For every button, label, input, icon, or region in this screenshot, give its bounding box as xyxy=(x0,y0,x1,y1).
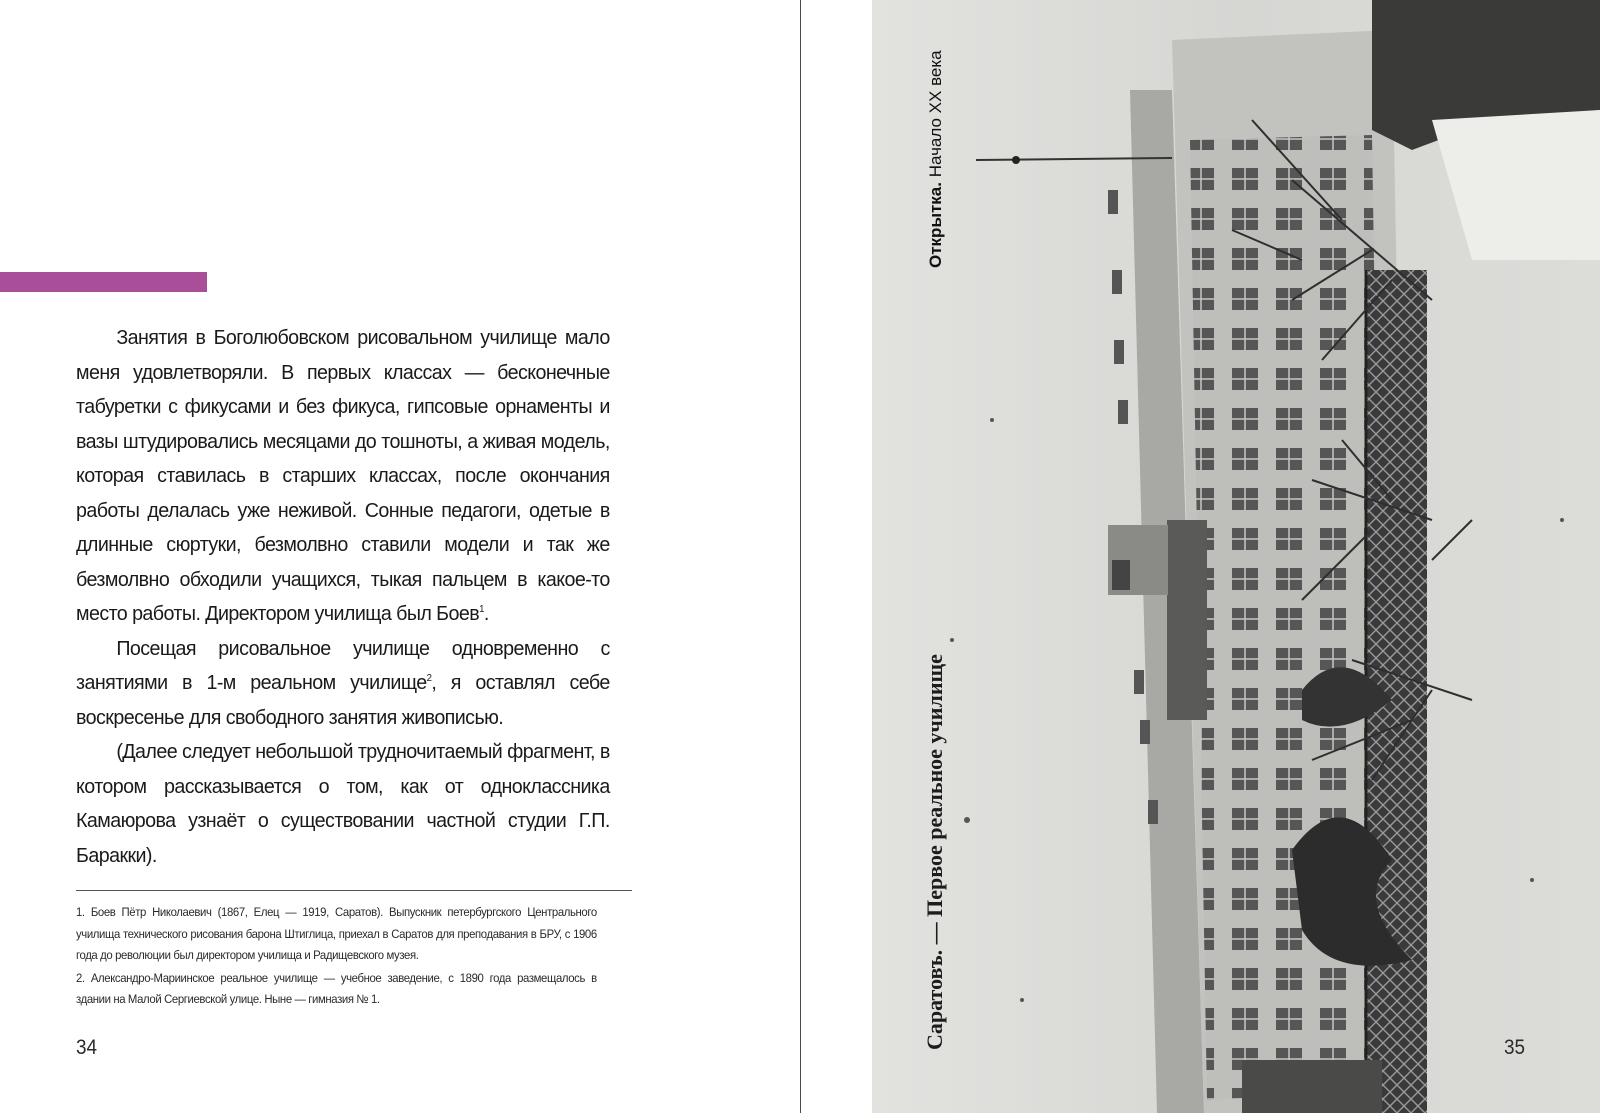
footnotes xyxy=(76,902,597,1012)
paragraph-1: Занятия в Боголюбовском рисовальном училище мало меня удовлетворяли. В первых классах — бесконечные табуретки с фикусами и без фикуса, гипсовые орнаменты и вазы штудировались месяцами до тошноты, а живая модель, которая ставилась в старших классах, после окончания работы делалась уже неживой. Сонные педагоги, одетые в длинные сюртуки, безмолвно ставили модели и так же безмолвно обходили учащихся, тыкая пальцем в какое-то место работы. Директором училища был Боев$^1$. xyxy=(76,326,610,625)
postcard-photo xyxy=(872,0,1600,1113)
postcard-inscription: Саратовъ. — Первое реальное училище xyxy=(922,654,947,1050)
paragraph-2: Посещая рисовальное училище одновременно с занятиями в 1-м реальном училище$^2$, я оставлял себе воскресенье для свободного занятия живописью. xyxy=(76,636,610,729)
footnote-2: 2. Александро-Мариинское реальное училище — учебное заведение, с 1890 года размещалось в здании на Малой Сергиевской улице. Ныне — гимназия № 1. xyxy=(76,970,597,1006)
page-number-left: 34 xyxy=(76,1036,98,1059)
caption-bold: Открытка. xyxy=(926,182,945,268)
footnote-ref-2[interactable]: 2 xyxy=(426,673,432,685)
footnote-1: 1. Боев Пётр Николаевич (1867, Елец — 1919, Саратов). Выпускник петербургского Центрального училища технического рисования барона Штиглица, приехал в Саратов для преподавания в БРУ, с 1906 года до революции был директором училища и Радищевского музея. xyxy=(76,905,597,962)
caption-rest: Начало XX века xyxy=(926,50,945,183)
body-text xyxy=(76,321,610,873)
footnote-ref-1[interactable]: 1 xyxy=(479,604,484,616)
photo-caption xyxy=(926,50,946,268)
footnote-rule xyxy=(76,890,632,891)
paragraph-3: (Далее следует небольшой трудночитаемый фрагмент, в котором рассказывается о том, как от одноклассника Камаюрова узнаёт о существовании частной студии Г.П. Баракки). xyxy=(76,740,610,867)
accent-bar xyxy=(0,272,207,292)
page-number-right: 35 xyxy=(1504,1036,1526,1059)
school-building-illustration xyxy=(872,0,1600,1113)
